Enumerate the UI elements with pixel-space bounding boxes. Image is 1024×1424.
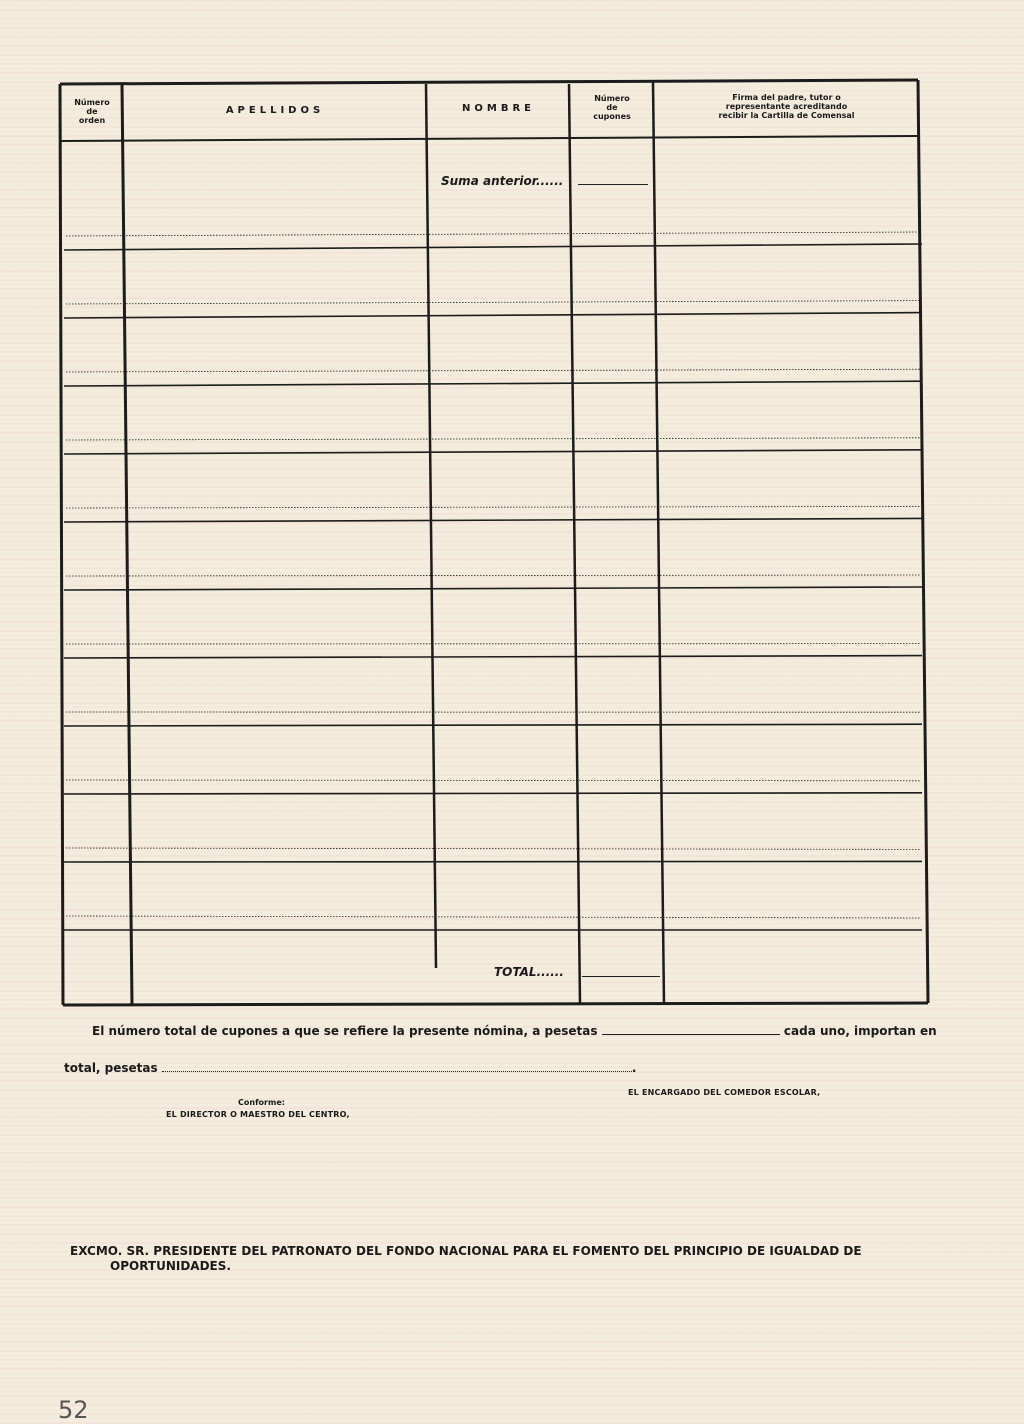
header-numero-orden: Número de orden — [62, 98, 122, 125]
table-row-line — [64, 381, 922, 386]
table-row-dotted-line — [66, 575, 920, 576]
conforme-label: Conforme: — [238, 1098, 285, 1107]
table-row-line — [64, 724, 922, 726]
table-row-line — [64, 313, 922, 318]
header-numero-cupones: Número de cupones — [571, 94, 653, 121]
addressee-line-2: OPORTUNIDADES. — [70, 1259, 936, 1274]
table-row-line — [64, 587, 922, 590]
footer-text-pesetas: El número total de cupones a que se refiere la presente nómina, a pesetas — [92, 1024, 598, 1038]
table-row-line — [64, 518, 922, 522]
footer-period: . — [632, 1061, 637, 1075]
header-apellidos: APELLIDOS — [124, 105, 426, 116]
suma-anterior-field[interactable] — [578, 184, 648, 185]
total-label: TOTAL...... — [494, 965, 564, 979]
table-row-dotted-line — [66, 438, 920, 440]
addressee-block — [70, 1244, 936, 1274]
total-field[interactable] — [582, 976, 660, 977]
footer-text-importan: cada uno, importan en — [784, 1024, 937, 1038]
table-row-line — [64, 861, 922, 862]
table-row-dotted-line — [66, 301, 920, 304]
table-row-dotted-line — [66, 232, 920, 236]
footer-line-1 — [92, 1024, 937, 1038]
header-firma: Firma del padre, tutor o representante acreditando recibir la Cartilla de Comensal — [655, 93, 918, 120]
table-row-dotted-line — [66, 506, 920, 508]
footer-text-total-pesetas: total, pesetas — [64, 1061, 158, 1075]
table-row-dotted-line — [66, 780, 920, 781]
pesetas-total-field[interactable] — [162, 1061, 632, 1072]
table-row-line — [64, 450, 922, 454]
table-row-dotted-line — [66, 369, 920, 372]
footer-line-2 — [64, 1061, 636, 1075]
table-row-dotted-line — [66, 916, 920, 918]
table-row-line — [64, 656, 922, 658]
suma-anterior-label: Suma anterior...... — [441, 174, 563, 188]
addressee-line-1: EXCMO. SR. PRESIDENTE DEL PATRONATO DEL FONDO NACIONAL PARA EL FOMENTO DEL PRINCIPIO DE IGUALDAD DE — [70, 1244, 936, 1259]
page-number: 52 — [58, 1396, 89, 1424]
encargado-signature-label: EL ENCARGADO DEL COMEDOR ESCOLAR, — [628, 1088, 820, 1097]
pesetas-unit-field[interactable] — [602, 1024, 780, 1035]
table-row-dotted-line — [66, 848, 920, 849]
header-nombre: NOMBRE — [428, 103, 569, 114]
table-row-line — [64, 793, 922, 794]
director-signature-label: EL DIRECTOR O MAESTRO DEL CENTRO, — [166, 1110, 350, 1119]
table-row-line — [64, 244, 922, 250]
